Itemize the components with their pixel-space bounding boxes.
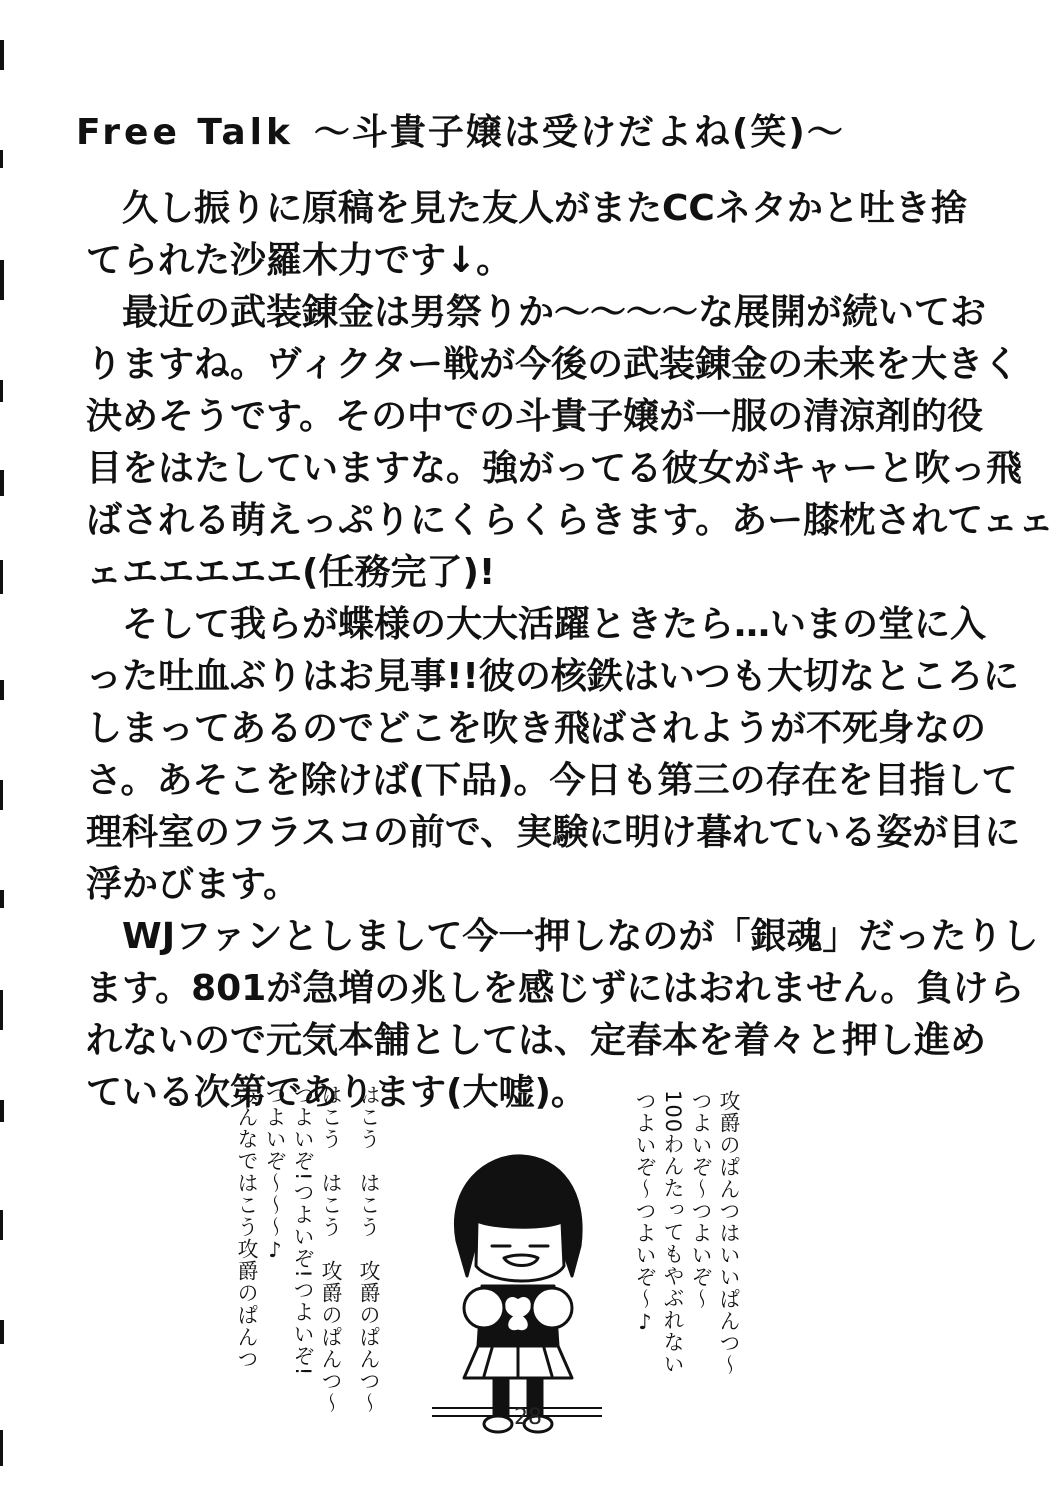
text-line: ェエエエエエ(任務完了)!	[86, 552, 496, 593]
text-line: そして我らが蝶様の大大活躍ときたら…いまの堂に入	[122, 604, 987, 645]
page-number: 28	[514, 1405, 542, 1430]
lyric-column: 攻爵のぱんつはいいぱんつ〜	[717, 1090, 741, 1376]
text-line: 目をはたしていますな。強がってる彼女がキャーと吹っ飛	[86, 448, 1023, 489]
text-line: てられた沙羅木力です↓。	[86, 240, 513, 281]
text-line: 決めそうです。その中での斗貴子嬢が一服の清涼剤的役	[86, 396, 984, 437]
text-line: WJファンとしまして今一押しなのが「銀魂」だったりし	[122, 916, 1039, 957]
text-line: ばされる萌えっぷりにくらくらきます。あー膝枕されてェェ	[86, 500, 1055, 541]
text-line: れないので元気本舗としては、定春本を着々と押し進め	[86, 1020, 987, 1061]
text-line: さ。あそこを除けば(下品)。今日も第三の存在を目指して	[86, 760, 1018, 801]
text-line: 最近の武装錬金は男祭りか～～～～な展開が続いてお	[122, 292, 987, 333]
text-line: 浮かびます。	[86, 864, 300, 905]
lyric-column: つよいぞ〜つよいぞ〜♪	[633, 1090, 657, 1335]
lyric-column: はこう はこう 攻爵のぱんつ〜	[357, 1084, 381, 1414]
text-line: しまってあるのでどこを吹き飛ばされようが不死身なの	[86, 708, 987, 749]
title-japanese: ～斗貴子嬢は受けだよね(笑)～	[313, 112, 845, 153]
lyric-column: つよいぞ〜つよいぞ〜	[689, 1090, 713, 1310]
title-english: Free Talk	[76, 112, 294, 153]
text-line: りますね。ヴィクター戦が今後の武装錬金の未来を大きく	[86, 344, 1020, 385]
text-line: 久し振りに原稿を見た友人がまたCCネタかと吐き捨	[122, 188, 967, 229]
text-line: ている次第であります(大嘘)。	[86, 1072, 587, 1113]
text-line: った吐血ぶりはお見事!!彼の核鉄はいつも大切なところに	[86, 656, 1019, 697]
text-line: ます。801が急増の兆しを感じずにはおれません。負けら	[86, 968, 1025, 1009]
lyric-column: つよいぞ!つよいぞ!つよいぞ!	[291, 1084, 315, 1377]
text-line: 理科室のフラスコの前で、実験に明け暮れている姿が目に	[86, 812, 1021, 853]
lyric-column: はこう はこう 攻爵のぱんつ〜	[319, 1084, 343, 1414]
lyric-column: みんなではこう攻爵のぱんつ	[235, 1084, 259, 1370]
lyric-column: つよいぞ〜〜〜♪	[263, 1084, 287, 1263]
page-title	[76, 104, 976, 155]
illustration-area	[0, 1070, 1056, 1414]
free-talk-body	[86, 183, 1055, 1119]
lyric-column: 100わんたってもやぶれない	[661, 1090, 685, 1376]
